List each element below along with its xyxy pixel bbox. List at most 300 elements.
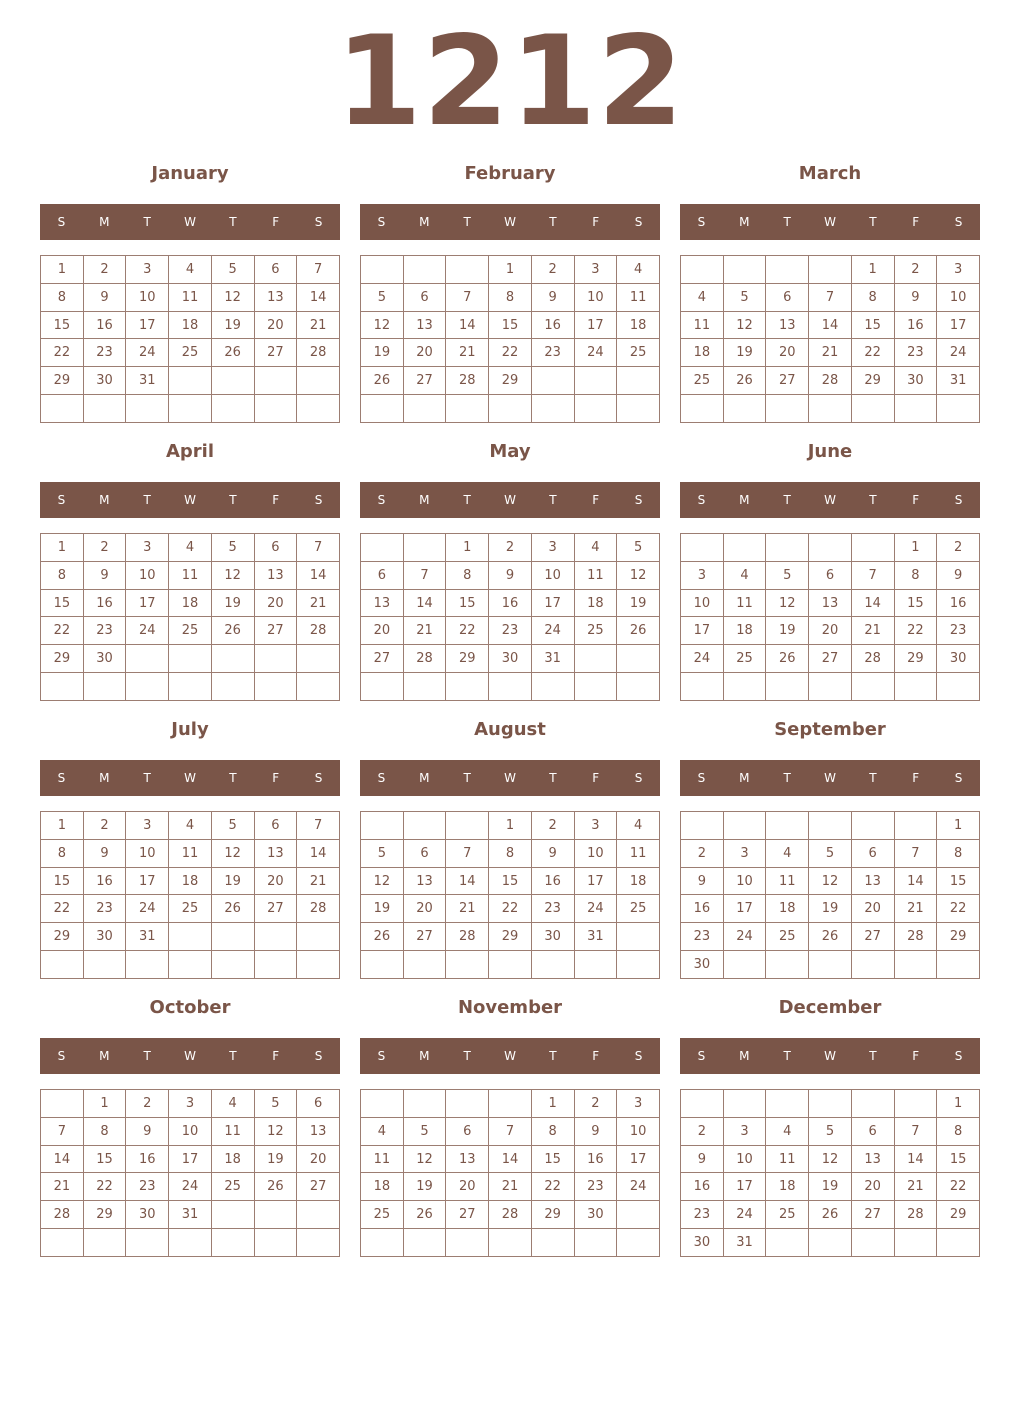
day-cell: 17: [574, 311, 617, 339]
day-cell: 2: [681, 839, 724, 867]
week-row: [41, 839, 340, 867]
day-cell: 1: [894, 534, 937, 562]
day-cell: 11: [723, 589, 766, 617]
day-cell: 30: [681, 951, 724, 979]
day-cell: 12: [254, 1117, 297, 1145]
weekday-label: T: [463, 493, 471, 507]
day-cell: 3: [169, 1090, 212, 1118]
weekday-label: T: [143, 771, 151, 785]
day-cell: 5: [361, 839, 404, 867]
day-cell: 30: [489, 645, 532, 673]
day-cell: 24: [723, 923, 766, 951]
day-cell: 12: [211, 561, 254, 589]
day-cell: 4: [169, 256, 212, 284]
day-cell: 15: [531, 1145, 574, 1173]
weekday-label: M: [99, 215, 110, 229]
day-cell: 6: [766, 283, 809, 311]
day-cell: 25: [723, 645, 766, 673]
day-cell: 9: [894, 283, 937, 311]
day-cell: 12: [766, 589, 809, 617]
day-cell: 5: [809, 1117, 852, 1145]
empty-day-cell: [489, 1090, 532, 1118]
empty-day-cell: [297, 1229, 340, 1257]
weekday-label: S: [954, 215, 963, 229]
day-cell: 15: [894, 589, 937, 617]
day-cell: 24: [723, 1201, 766, 1229]
day-cell: 22: [937, 1173, 980, 1201]
month-name: August: [474, 719, 546, 740]
day-cell: 25: [169, 895, 212, 923]
day-cell: 3: [723, 839, 766, 867]
day-cell: 26: [361, 367, 404, 395]
empty-day-cell: [681, 1090, 724, 1118]
day-cell: 4: [766, 839, 809, 867]
weekday-label: T: [463, 771, 471, 785]
day-cell: 23: [83, 339, 126, 367]
day-cell: 7: [489, 1117, 532, 1145]
empty-day-cell: [41, 1090, 84, 1118]
day-grid: [360, 533, 660, 701]
day-cell: 24: [169, 1173, 212, 1201]
day-cell: 26: [211, 617, 254, 645]
day-cell: 24: [126, 339, 169, 367]
week-row: [681, 867, 980, 895]
day-cell: 7: [403, 561, 446, 589]
weekday-label: F: [912, 215, 920, 229]
weekday-label: S: [634, 215, 643, 229]
day-cell: 25: [169, 617, 212, 645]
day-cell: 8: [41, 561, 84, 589]
week-row: [361, 1090, 660, 1118]
day-cell: 14: [403, 589, 446, 617]
weekday-label: T: [229, 771, 237, 785]
day-cell: 22: [489, 895, 532, 923]
empty-day-cell: [169, 367, 212, 395]
day-cell: 9: [83, 283, 126, 311]
empty-day-cell: [809, 673, 852, 701]
empty-day-cell: [83, 673, 126, 701]
empty-day-cell: [894, 673, 937, 701]
empty-day-cell: [211, 673, 254, 701]
empty-day-cell: [254, 1229, 297, 1257]
empty-day-cell: [531, 367, 574, 395]
week-row: [41, 256, 340, 284]
weekday-label: S: [314, 215, 323, 229]
day-cell: 21: [297, 867, 340, 895]
day-cell: 16: [83, 589, 126, 617]
weekday-label: W: [824, 493, 836, 507]
week-row: [681, 1090, 980, 1118]
day-cell: 28: [446, 367, 489, 395]
empty-day-cell: [41, 1229, 84, 1257]
week-row: [361, 256, 660, 284]
weekday-label: T: [783, 215, 791, 229]
empty-day-cell: [617, 923, 660, 951]
empty-day-cell: [809, 534, 852, 562]
day-cell: 13: [403, 867, 446, 895]
weekday-label: S: [954, 771, 963, 785]
day-cell: 17: [126, 311, 169, 339]
weekday-label: W: [824, 1049, 836, 1063]
empty-day-cell: [254, 395, 297, 423]
day-cell: 16: [681, 895, 724, 923]
empty-day-cell: [489, 673, 532, 701]
day-cell: 11: [169, 839, 212, 867]
weekday-label: M: [419, 215, 430, 229]
day-cell: 28: [851, 645, 894, 673]
day-cell: 20: [809, 617, 852, 645]
week-row: [361, 339, 660, 367]
empty-day-cell: [446, 1090, 489, 1118]
day-cell: 10: [723, 867, 766, 895]
month-name: June: [807, 441, 853, 462]
month-name: July: [171, 719, 209, 740]
weekday-label: S: [314, 1049, 323, 1063]
day-cell: 5: [361, 283, 404, 311]
week-row: [681, 395, 980, 423]
day-cell: 28: [489, 1201, 532, 1229]
day-cell: 31: [937, 367, 980, 395]
day-cell: 7: [894, 839, 937, 867]
empty-day-cell: [297, 951, 340, 979]
day-cell: 16: [531, 311, 574, 339]
empty-day-cell: [723, 812, 766, 840]
day-grid: [680, 1089, 980, 1257]
day-cell: 1: [531, 1090, 574, 1118]
day-cell: 14: [446, 867, 489, 895]
day-cell: 7: [446, 283, 489, 311]
day-cell: 31: [574, 923, 617, 951]
day-cell: 17: [723, 1173, 766, 1201]
empty-day-cell: [403, 534, 446, 562]
weekday-header: [680, 1038, 980, 1074]
weekday-label: M: [739, 1049, 750, 1063]
day-cell: 25: [766, 1201, 809, 1229]
week-row: [41, 812, 340, 840]
week-row: [681, 1229, 980, 1257]
empty-day-cell: [211, 923, 254, 951]
week-row: [41, 1201, 340, 1229]
week-row: [361, 367, 660, 395]
empty-day-cell: [851, 534, 894, 562]
week-row: [681, 283, 980, 311]
weekday-label: M: [739, 771, 750, 785]
day-cell: 2: [937, 534, 980, 562]
day-grid: [680, 255, 980, 423]
day-cell: 13: [766, 311, 809, 339]
empty-day-cell: [126, 645, 169, 673]
day-cell: 9: [83, 839, 126, 867]
day-cell: 6: [254, 534, 297, 562]
day-cell: 8: [937, 1117, 980, 1145]
day-cell: 12: [211, 283, 254, 311]
day-cell: 19: [809, 895, 852, 923]
day-cell: 20: [851, 895, 894, 923]
day-cell: 6: [254, 812, 297, 840]
weekday-label: F: [272, 771, 280, 785]
weekday-label: M: [99, 1049, 110, 1063]
week-row: [361, 645, 660, 673]
day-cell: 8: [446, 561, 489, 589]
day-cell: 25: [681, 367, 724, 395]
weekday-label: T: [229, 215, 237, 229]
day-cell: 29: [41, 923, 84, 951]
day-cell: 13: [851, 1145, 894, 1173]
day-cell: 30: [126, 1201, 169, 1229]
empty-day-cell: [809, 951, 852, 979]
weekday-label: W: [824, 215, 836, 229]
day-cell: 26: [809, 1201, 852, 1229]
weekday-label: T: [783, 1049, 791, 1063]
day-cell: 28: [297, 895, 340, 923]
weekday-label: F: [912, 1049, 920, 1063]
day-cell: 10: [574, 283, 617, 311]
day-cell: 24: [681, 645, 724, 673]
empty-day-cell: [169, 645, 212, 673]
day-cell: 26: [723, 367, 766, 395]
day-cell: 6: [851, 1117, 894, 1145]
day-cell: 22: [83, 1173, 126, 1201]
weekday-label: S: [377, 215, 386, 229]
day-cell: 1: [489, 812, 532, 840]
day-cell: 23: [937, 617, 980, 645]
empty-day-cell: [617, 1201, 660, 1229]
day-cell: 30: [531, 923, 574, 951]
day-cell: 21: [851, 617, 894, 645]
day-cell: 12: [809, 867, 852, 895]
day-cell: 12: [211, 839, 254, 867]
day-cell: 21: [894, 895, 937, 923]
empty-day-cell: [403, 1090, 446, 1118]
week-row: [41, 1229, 340, 1257]
weekday-label: W: [184, 1049, 196, 1063]
day-cell: 19: [361, 895, 404, 923]
day-grid: [360, 1089, 660, 1257]
day-cell: 29: [446, 645, 489, 673]
weekday-header: [40, 760, 340, 796]
day-cell: 7: [297, 534, 340, 562]
day-cell: 2: [894, 256, 937, 284]
day-cell: 6: [446, 1117, 489, 1145]
weekday-header: [360, 204, 660, 240]
week-row: [41, 867, 340, 895]
day-cell: 21: [41, 1173, 84, 1201]
week-row: [41, 923, 340, 951]
week-row: [361, 395, 660, 423]
weekday-label: T: [869, 771, 877, 785]
day-cell: 18: [766, 1173, 809, 1201]
day-cell: 13: [809, 589, 852, 617]
weekday-header: [40, 482, 340, 518]
week-row: [361, 283, 660, 311]
day-cell: 12: [809, 1145, 852, 1173]
weekday-label: T: [549, 493, 557, 507]
empty-day-cell: [169, 923, 212, 951]
day-cell: 25: [617, 339, 660, 367]
day-cell: 25: [574, 617, 617, 645]
empty-day-cell: [403, 812, 446, 840]
day-cell: 5: [403, 1117, 446, 1145]
day-cell: 17: [531, 589, 574, 617]
day-cell: 9: [681, 867, 724, 895]
empty-day-cell: [446, 395, 489, 423]
weekday-label: F: [272, 215, 280, 229]
day-cell: 9: [489, 561, 532, 589]
week-row: [681, 673, 980, 701]
week-row: [361, 839, 660, 867]
day-cell: 15: [489, 311, 532, 339]
day-cell: 12: [403, 1145, 446, 1173]
empty-day-cell: [574, 645, 617, 673]
week-row: [41, 617, 340, 645]
empty-day-cell: [894, 1229, 937, 1257]
day-grid: [360, 255, 660, 423]
day-cell: 20: [361, 617, 404, 645]
day-grid: [680, 533, 980, 701]
day-cell: 22: [894, 617, 937, 645]
weekday-label: T: [783, 771, 791, 785]
weekday-label: S: [57, 1049, 66, 1063]
day-cell: 11: [681, 311, 724, 339]
day-cell: 25: [211, 1173, 254, 1201]
empty-day-cell: [489, 951, 532, 979]
empty-day-cell: [617, 367, 660, 395]
day-cell: 27: [809, 645, 852, 673]
empty-day-cell: [617, 951, 660, 979]
day-cell: 13: [254, 283, 297, 311]
weekday-label: T: [463, 1049, 471, 1063]
day-cell: 8: [41, 839, 84, 867]
day-cell: 7: [41, 1117, 84, 1145]
day-cell: 11: [766, 1145, 809, 1173]
day-cell: 8: [894, 561, 937, 589]
day-cell: 23: [681, 923, 724, 951]
day-cell: 28: [894, 923, 937, 951]
day-cell: 16: [83, 311, 126, 339]
day-grid: [40, 533, 340, 701]
empty-day-cell: [446, 673, 489, 701]
week-row: [681, 311, 980, 339]
empty-day-cell: [681, 256, 724, 284]
empty-day-cell: [574, 673, 617, 701]
empty-day-cell: [254, 673, 297, 701]
empty-day-cell: [446, 812, 489, 840]
day-cell: 21: [489, 1173, 532, 1201]
day-cell: 30: [574, 1201, 617, 1229]
day-cell: 4: [617, 812, 660, 840]
week-row: [41, 589, 340, 617]
day-cell: 15: [446, 589, 489, 617]
day-cell: 4: [574, 534, 617, 562]
day-grid: [40, 811, 340, 979]
day-cell: 7: [446, 839, 489, 867]
empty-day-cell: [766, 812, 809, 840]
day-cell: 27: [446, 1201, 489, 1229]
day-cell: 26: [617, 617, 660, 645]
empty-day-cell: [766, 1229, 809, 1257]
day-cell: 30: [681, 1229, 724, 1257]
empty-day-cell: [403, 951, 446, 979]
empty-day-cell: [361, 1229, 404, 1257]
day-cell: 21: [894, 1173, 937, 1201]
weekday-label: S: [697, 1049, 706, 1063]
empty-day-cell: [254, 923, 297, 951]
week-row: [361, 561, 660, 589]
empty-day-cell: [681, 812, 724, 840]
day-cell: 20: [766, 339, 809, 367]
empty-day-cell: [723, 395, 766, 423]
weekday-label: S: [634, 493, 643, 507]
weekday-label: S: [634, 1049, 643, 1063]
day-cell: 23: [894, 339, 937, 367]
week-row: [361, 1229, 660, 1257]
weekday-label: S: [377, 493, 386, 507]
month-name: February: [464, 163, 556, 184]
week-row: [41, 367, 340, 395]
empty-day-cell: [531, 673, 574, 701]
day-cell: 3: [574, 256, 617, 284]
empty-day-cell: [531, 951, 574, 979]
weekday-label: M: [419, 493, 430, 507]
week-row: [361, 867, 660, 895]
day-cell: 5: [254, 1090, 297, 1118]
day-cell: 22: [41, 895, 84, 923]
day-cell: 19: [723, 339, 766, 367]
weekday-header: [680, 760, 980, 796]
day-cell: 18: [169, 311, 212, 339]
weekday-label: T: [869, 493, 877, 507]
week-row: [41, 645, 340, 673]
day-cell: 11: [169, 561, 212, 589]
empty-day-cell: [169, 951, 212, 979]
empty-day-cell: [809, 256, 852, 284]
week-row: [361, 1145, 660, 1173]
week-row: [41, 311, 340, 339]
day-cell: 1: [83, 1090, 126, 1118]
empty-day-cell: [809, 1090, 852, 1118]
week-row: [681, 1173, 980, 1201]
day-cell: 7: [894, 1117, 937, 1145]
weekday-label: T: [869, 215, 877, 229]
day-cell: 8: [489, 839, 532, 867]
day-cell: 16: [489, 589, 532, 617]
day-cell: 8: [489, 283, 532, 311]
weekday-label: F: [912, 771, 920, 785]
day-cell: 19: [766, 617, 809, 645]
day-cell: 30: [83, 923, 126, 951]
day-grid: [680, 811, 980, 979]
day-cell: 6: [254, 256, 297, 284]
empty-day-cell: [723, 673, 766, 701]
empty-day-cell: [851, 673, 894, 701]
day-cell: 2: [531, 812, 574, 840]
empty-day-cell: [254, 645, 297, 673]
day-cell: 12: [361, 311, 404, 339]
empty-day-cell: [41, 951, 84, 979]
weekday-label: F: [592, 215, 600, 229]
empty-day-cell: [83, 395, 126, 423]
day-cell: 18: [361, 1173, 404, 1201]
weekday-label: M: [99, 771, 110, 785]
day-cell: 12: [617, 561, 660, 589]
empty-day-cell: [809, 1229, 852, 1257]
day-cell: 2: [531, 256, 574, 284]
empty-day-cell: [297, 645, 340, 673]
day-grid: [360, 811, 660, 979]
week-row: [681, 923, 980, 951]
empty-day-cell: [894, 395, 937, 423]
week-row: [41, 283, 340, 311]
